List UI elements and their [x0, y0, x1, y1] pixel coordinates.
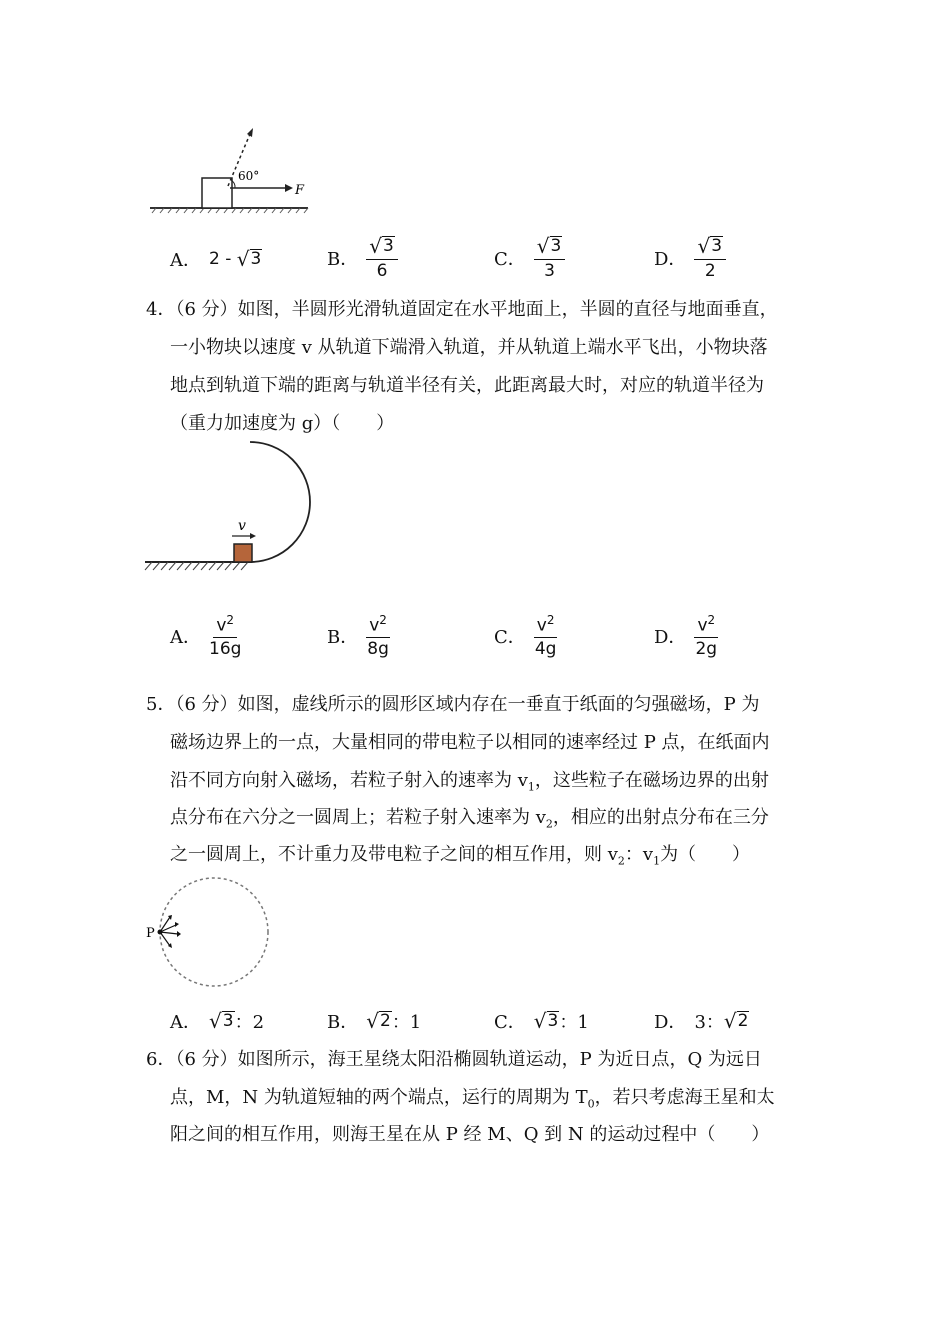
- q3-figure: [140, 120, 320, 220]
- fraction: $\frac{v^2}{8g}$: [367, 613, 389, 659]
- q5-line-1: 5．（6 分）如图，虚线所示的圆形区域内存在一垂直于纸面的匀强磁场，P 为: [146, 694, 760, 715]
- option-prefix: 3：: [694, 1012, 724, 1033]
- sqrt: √ 2: [366, 1009, 391, 1033]
- option-label: B．: [327, 249, 359, 270]
- option-label: B．: [327, 626, 359, 648]
- q5-line-2: 磁场边界上的一点，大量相同的带电粒子以相同的速率经过 P 点，在纸面内: [170, 732, 770, 753]
- option-label: C．: [494, 626, 526, 648]
- option-prefix: 2 -: [209, 249, 237, 269]
- velocity-label: v: [238, 518, 246, 534]
- block: [202, 178, 232, 208]
- q4-option-c[interactable]: [494, 614, 557, 658]
- option-label: D．: [654, 1012, 687, 1033]
- small-block: [234, 544, 252, 562]
- q6-line-1: 6．（6 分）如图所示，海王星绕太阳沿椭圆轨道运动，P 为近日点，Q 为远日: [146, 1049, 762, 1070]
- q6-line-2: 点，M，N 为轨道短轴的两个端点，运行的周期为 $T_0$，若只考虑海王星和太: [170, 1087, 775, 1111]
- q5-line-5: 之一圆周上，不计重力及带电粒子之间的相互作用，则 $v_2$：$v_1$为（ ）: [170, 844, 751, 868]
- fraction: √ 3 2: [694, 236, 726, 280]
- option-suffix: ：1: [559, 1012, 589, 1033]
- q5-line-4: 点分布在六分之一圆周上；若粒子射入速率为 $v_2$，相应的出射点分布在三分: [170, 807, 769, 831]
- option-label: C．: [494, 249, 526, 270]
- sqrt: √ 3: [209, 1009, 234, 1033]
- fraction: $\frac{v^2}{16g}$: [209, 613, 242, 659]
- q5-option-a[interactable]: [170, 1008, 264, 1034]
- q3-option-a[interactable]: [170, 246, 262, 272]
- q4-option-a[interactable]: [170, 614, 241, 658]
- option-label: A．: [170, 1012, 201, 1033]
- q3-option-c[interactable]: [494, 236, 565, 280]
- q4-line-3: 地点到轨道下端的距离与轨道半径有关，此距离最大时，对应的轨道半径为: [170, 375, 764, 396]
- q5-option-c[interactable]: [494, 1008, 589, 1034]
- option-label: C．: [494, 1012, 526, 1033]
- q5-option-d[interactable]: [654, 1008, 749, 1034]
- angle-label: 60°: [238, 169, 260, 183]
- fraction: √ 3 6: [366, 236, 398, 280]
- option-label: D．: [654, 249, 687, 270]
- q6-line-3: 阳之间的相互作用，则海王星在从 P 经 M、Q 到 N 的运动过程中（ ）: [170, 1124, 770, 1145]
- q3-option-b[interactable]: [327, 236, 398, 280]
- option-suffix: ：2: [234, 1012, 265, 1033]
- q5-option-b[interactable]: [327, 1008, 421, 1034]
- q4-line-2: 一小物块以速度 v 从轨道下端滑入轨道，并从轨道上端水平飞出，小物块落: [170, 337, 768, 358]
- option-label: A．: [170, 626, 201, 648]
- option-label: D．: [654, 626, 687, 648]
- q5-line-3: 沿不同方向射入磁场，若粒子射入的速率为 $v_1$，这些粒子在磁场边界的出射: [170, 770, 769, 794]
- sqrt: √ 2: [723, 1009, 749, 1033]
- point-label: P: [146, 926, 155, 941]
- force-label: F: [295, 183, 305, 198]
- q3-option-d[interactable]: [654, 236, 726, 280]
- sqrt: √ 3: [533, 1009, 559, 1033]
- fraction: $\frac{v^2}{4g}$: [534, 613, 557, 659]
- fraction: √ 3 3: [534, 236, 566, 280]
- q5-figure: [140, 868, 280, 998]
- q4-option-b[interactable]: [327, 614, 390, 658]
- q4-line-4: （重力加速度为 g）（ ）: [170, 413, 395, 434]
- q4-figure: [140, 436, 330, 576]
- q4-line-1: 4．（6 分）如图，半圆形光滑轨道固定在水平地面上，半圆的直径与地面垂直，: [146, 299, 778, 320]
- sqrt: √ 3: [236, 247, 262, 271]
- option-suffix: ：1: [391, 1012, 422, 1033]
- q4-option-d[interactable]: [654, 614, 718, 658]
- option-label: A．: [170, 250, 201, 271]
- option-label: B．: [327, 1012, 359, 1033]
- fraction: $\frac{v^2}{2g}$: [695, 613, 718, 659]
